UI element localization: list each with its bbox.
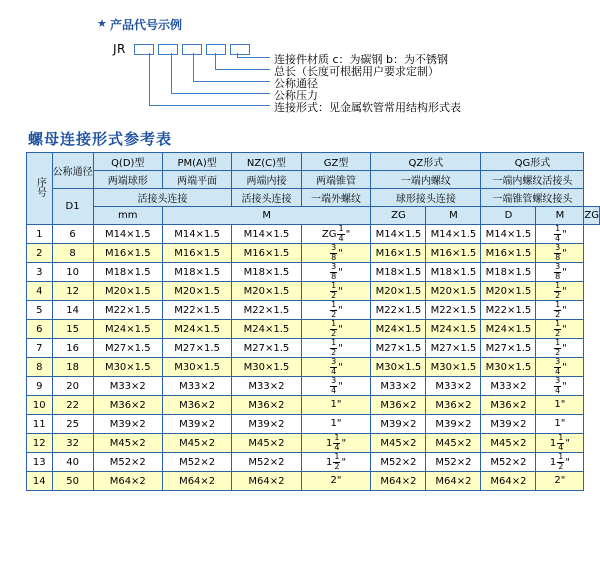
cell-pma-thread: M18×1.5 xyxy=(162,263,231,282)
cell-qd-thread: M39×2 xyxy=(93,415,162,434)
cell-qz-m: M45×2 xyxy=(371,434,426,453)
cell-pma-thread: M16×1.5 xyxy=(162,244,231,263)
cell-nzc-thread: M30×1.5 xyxy=(232,358,301,377)
cell-gz-zg: 2" xyxy=(301,472,371,491)
cell-qz-d: M52×2 xyxy=(426,453,481,472)
cell-qz-d: M27×1.5 xyxy=(426,339,481,358)
table-row xyxy=(27,301,600,320)
legend-item-nominal-pressure: 公称压力 xyxy=(274,89,318,102)
table-row xyxy=(27,396,600,415)
header-pma-desc: 两端平面 xyxy=(162,171,231,189)
cell-qz-m: M16×1.5 xyxy=(371,244,426,263)
header-type-nzc: NZ(C)型 xyxy=(232,153,301,171)
cell-qz-d: M20×1.5 xyxy=(426,282,481,301)
section-title: 螺母连接形式参考表 xyxy=(28,130,173,148)
cell-seq: 10 xyxy=(27,396,53,415)
cell-qg-zg: $\frac{3}{8}$ " xyxy=(536,263,584,282)
table-header xyxy=(27,153,600,225)
code-box xyxy=(134,44,154,55)
cell-qg-zg: 1 $\frac{1}{2}$ " xyxy=(536,453,584,472)
cell-seq: 6 xyxy=(27,320,53,339)
cell-pma-thread: M39×2 xyxy=(162,415,231,434)
cell-nominal-diameter: 50 xyxy=(52,472,93,491)
cell-gz-zg: 1 $\frac{1}{2}$ " xyxy=(301,453,371,472)
cell-qz-d: M45×2 xyxy=(426,434,481,453)
header-unit-mm: mm xyxy=(93,207,162,225)
header-type-qd: Q(D)型 xyxy=(93,153,162,171)
cell-qd-thread: M30×1.5 xyxy=(93,358,162,377)
header-union-connection-2: 活接头连接 xyxy=(232,189,301,207)
cell-nominal-diameter: 10 xyxy=(52,263,93,282)
cell-qz-m: M64×2 xyxy=(371,472,426,491)
cell-qz-d: M36×2 xyxy=(426,396,481,415)
cell-gz-zg: ZG $\frac{1}{4}$ " xyxy=(301,225,371,244)
cell-pma-thread: M52×2 xyxy=(162,453,231,472)
cell-qg-zg: 1 $\frac{1}{4}$ " xyxy=(536,434,584,453)
cell-seq: 7 xyxy=(27,339,53,358)
cell-qz-m: M30×1.5 xyxy=(371,358,426,377)
cell-qd-thread: M18×1.5 xyxy=(93,263,162,282)
cell-seq: 14 xyxy=(27,472,53,491)
cell-gz-zg: $\frac{3}{4}$ " xyxy=(301,358,371,377)
cell-qz-m: M24×1.5 xyxy=(371,320,426,339)
cell-qg-m: M16×1.5 xyxy=(481,244,536,263)
cell-qd-thread: M27×1.5 xyxy=(93,339,162,358)
cell-seq: 12 xyxy=(27,434,53,453)
legend-title: 产品代号示例 xyxy=(110,18,183,32)
cell-qg-m: M27×1.5 xyxy=(481,339,536,358)
header-qd-desc: 两端球形 xyxy=(93,171,162,189)
legend-item-material: 连接件材质 c：为碳钢 b：为不锈钢 xyxy=(274,53,449,66)
header-qz-desc: 一端内螺纹 xyxy=(371,171,481,189)
header-external-thread: 一端外螺纹 xyxy=(301,189,371,207)
cell-qg-zg: 1" xyxy=(536,396,584,415)
cell-qg-zg: $\frac{1}{2}$ " xyxy=(536,301,584,320)
cell-qg-m: M14×1.5 xyxy=(481,225,536,244)
cell-qg-m: M36×2 xyxy=(481,396,536,415)
cell-qz-m: M39×2 xyxy=(371,415,426,434)
cell-nzc-thread: M27×1.5 xyxy=(232,339,301,358)
cell-qg-m: M30×1.5 xyxy=(481,358,536,377)
cell-qg-m: M33×2 xyxy=(481,377,536,396)
cell-qd-thread: M14×1.5 xyxy=(93,225,162,244)
product-code-legend xyxy=(0,0,600,120)
cell-qg-m: M39×2 xyxy=(481,415,536,434)
cell-pma-thread: M45×2 xyxy=(162,434,231,453)
cell-qg-zg: $\frac{3}{4}$ " xyxy=(536,377,584,396)
star-icon: ★ xyxy=(97,17,107,30)
table-row xyxy=(27,434,600,453)
cell-qg-m: M24×1.5 xyxy=(481,320,536,339)
cell-qd-thread: M52×2 xyxy=(93,453,162,472)
header-nzc-desc: 两端内接 xyxy=(232,171,301,189)
header-gz-desc: 两端锥管 xyxy=(301,171,371,189)
cell-nominal-diameter: 32 xyxy=(52,434,93,453)
cell-qz-d: M64×2 xyxy=(426,472,481,491)
cell-gz-zg: 1" xyxy=(301,415,371,434)
table-row xyxy=(27,244,600,263)
header-nominal-diameter: 公称通径 xyxy=(52,153,93,189)
cell-nzc-thread: M24×1.5 xyxy=(232,320,301,339)
leader-line xyxy=(149,105,270,106)
cell-seq: 5 xyxy=(27,301,53,320)
cell-gz-zg: 1" xyxy=(301,396,371,415)
cell-qd-thread: M36×2 xyxy=(93,396,162,415)
cell-gz-zg: $\frac{3}{8}$ " xyxy=(301,263,371,282)
cell-qz-d: M24×1.5 xyxy=(426,320,481,339)
code-box xyxy=(230,44,250,55)
cell-seq: 13 xyxy=(27,453,53,472)
nut-connection-table xyxy=(26,152,600,491)
cell-qd-thread: M20×1.5 xyxy=(93,282,162,301)
cell-qz-m: M22×1.5 xyxy=(371,301,426,320)
cell-qg-zg: $\frac{3}{4}$ " xyxy=(536,358,584,377)
header-unit-m3: M xyxy=(536,207,584,225)
cell-nzc-thread: M52×2 xyxy=(232,453,301,472)
legend-item-connection-form: 连接形式：见金属软管常用结构形式表 xyxy=(274,101,461,114)
cell-qd-thread: M24×1.5 xyxy=(93,320,162,339)
header-row-2 xyxy=(27,171,600,189)
cell-seq: 9 xyxy=(27,377,53,396)
cell-qg-m: M52×2 xyxy=(481,453,536,472)
cell-gz-zg: $\frac{1}{2}$ " xyxy=(301,282,371,301)
cell-nominal-diameter: 14 xyxy=(52,301,93,320)
header-seq: 序号 xyxy=(27,153,53,225)
header-unit-zg: ZG xyxy=(371,207,426,225)
header-unit-d: D xyxy=(481,207,536,225)
legend-item-length: 总长（长度可根据用户要求定制） xyxy=(274,65,439,78)
cell-gz-zg: $\frac{3}{4}$ " xyxy=(301,377,371,396)
cell-nominal-diameter: 12 xyxy=(52,282,93,301)
cell-qg-zg: 1" xyxy=(536,415,584,434)
cell-gz-zg: $\frac{1}{2}$ " xyxy=(301,339,371,358)
header-unit-m: M xyxy=(162,207,370,225)
cell-seq: 4 xyxy=(27,282,53,301)
cell-qz-m: M20×1.5 xyxy=(371,282,426,301)
cell-qg-zg: $\frac{1}{2}$ " xyxy=(536,320,584,339)
cell-nominal-diameter: 25 xyxy=(52,415,93,434)
cell-qz-m: M14×1.5 xyxy=(371,225,426,244)
header-ball-joint-connection: 球形接头连接 xyxy=(371,189,481,207)
cell-nominal-diameter: 16 xyxy=(52,339,93,358)
leader-line xyxy=(171,53,172,93)
cell-nzc-thread: M16×1.5 xyxy=(232,244,301,263)
header-unit-m2: M xyxy=(426,207,481,225)
cell-nzc-thread: M36×2 xyxy=(232,396,301,415)
cell-nominal-diameter: 40 xyxy=(52,453,93,472)
cell-qd-thread: M22×1.5 xyxy=(93,301,162,320)
cell-nzc-thread: M22×1.5 xyxy=(232,301,301,320)
cell-qz-d: M30×1.5 xyxy=(426,358,481,377)
cell-nzc-thread: M20×1.5 xyxy=(232,282,301,301)
cell-seq: 8 xyxy=(27,358,53,377)
cell-qg-zg: $\frac{3}{8}$ " xyxy=(536,244,584,263)
table-row xyxy=(27,358,600,377)
code-box xyxy=(206,44,226,55)
cell-pma-thread: M20×1.5 xyxy=(162,282,231,301)
cell-nzc-thread: M14×1.5 xyxy=(232,225,301,244)
header-d1: D1 xyxy=(52,189,93,225)
cell-qg-m: M18×1.5 xyxy=(481,263,536,282)
header-type-qg: QG形式 xyxy=(481,153,584,171)
table-row xyxy=(27,339,600,358)
cell-nzc-thread: M64×2 xyxy=(232,472,301,491)
cell-gz-zg: $\frac{1}{2}$ " xyxy=(301,320,371,339)
cell-qz-m: M27×1.5 xyxy=(371,339,426,358)
leader-line xyxy=(193,53,194,81)
cell-nzc-thread: M18×1.5 xyxy=(232,263,301,282)
leader-line xyxy=(237,57,270,58)
cell-qg-zg: $\frac{1}{4}$ " xyxy=(536,225,584,244)
header-qg-desc: 一端内螺纹活接头 xyxy=(481,171,584,189)
cell-seq: 1 xyxy=(27,225,53,244)
header-type-pma: PM(A)型 xyxy=(162,153,231,171)
cell-qz-d: M18×1.5 xyxy=(426,263,481,282)
cell-nominal-diameter: 6 xyxy=(52,225,93,244)
cell-qz-d: M22×1.5 xyxy=(426,301,481,320)
table-row xyxy=(27,282,600,301)
cell-pma-thread: M22×1.5 xyxy=(162,301,231,320)
cell-nzc-thread: M33×2 xyxy=(232,377,301,396)
cell-pma-thread: M64×2 xyxy=(162,472,231,491)
cell-qz-d: M33×2 xyxy=(426,377,481,396)
cell-qz-m: M18×1.5 xyxy=(371,263,426,282)
header-type-gz: GZ型 xyxy=(301,153,371,171)
code-box xyxy=(158,44,178,55)
cell-qg-m: M64×2 xyxy=(481,472,536,491)
cell-nominal-diameter: 18 xyxy=(52,358,93,377)
cell-seq: 11 xyxy=(27,415,53,434)
header-taper-thread-joint: 一端锥管螺纹接头 xyxy=(481,189,584,207)
cell-qz-d: M16×1.5 xyxy=(426,244,481,263)
code-box xyxy=(182,44,202,55)
leader-line xyxy=(215,69,270,70)
header-type-qz: QZ形式 xyxy=(371,153,481,171)
table-row xyxy=(27,453,600,472)
header-row-4 xyxy=(27,207,600,225)
cell-nominal-diameter: 8 xyxy=(52,244,93,263)
header-unit-zg2: ZG xyxy=(584,207,600,225)
cell-qg-zg: $\frac{1}{2}$ " xyxy=(536,339,584,358)
table-body xyxy=(27,225,600,491)
cell-qz-d: M14×1.5 xyxy=(426,225,481,244)
cell-gz-zg: $\frac{1}{2}$ " xyxy=(301,301,371,320)
cell-qd-thread: M64×2 xyxy=(93,472,162,491)
cell-nzc-thread: M39×2 xyxy=(232,415,301,434)
leader-line xyxy=(149,53,150,105)
code-prefix: JR xyxy=(113,42,126,56)
cell-pma-thread: M24×1.5 xyxy=(162,320,231,339)
cell-pma-thread: M14×1.5 xyxy=(162,225,231,244)
table-row xyxy=(27,225,600,244)
table-row xyxy=(27,263,600,282)
cell-qd-thread: M33×2 xyxy=(93,377,162,396)
cell-pma-thread: M27×1.5 xyxy=(162,339,231,358)
cell-pma-thread: M33×2 xyxy=(162,377,231,396)
cell-qd-thread: M45×2 xyxy=(93,434,162,453)
header-row-3 xyxy=(27,189,600,207)
cell-gz-zg: 1 $\frac{1}{4}$ " xyxy=(301,434,371,453)
cell-qg-m: M45×2 xyxy=(481,434,536,453)
code-boxes xyxy=(134,44,254,58)
cell-qd-thread: M16×1.5 xyxy=(93,244,162,263)
table-row xyxy=(27,472,600,491)
header-union-connection: 活接头连接 xyxy=(93,189,232,207)
cell-pma-thread: M30×1.5 xyxy=(162,358,231,377)
cell-qz-m: M36×2 xyxy=(371,396,426,415)
cell-qz-m: M52×2 xyxy=(371,453,426,472)
cell-nominal-diameter: 20 xyxy=(52,377,93,396)
reference-table xyxy=(26,152,600,491)
cell-nominal-diameter: 22 xyxy=(52,396,93,415)
leader-line xyxy=(215,53,216,69)
cell-pma-thread: M36×2 xyxy=(162,396,231,415)
table-row xyxy=(27,415,600,434)
cell-nominal-diameter: 15 xyxy=(52,320,93,339)
table-row xyxy=(27,377,600,396)
table-row xyxy=(27,320,600,339)
cell-gz-zg: $\frac{3}{8}$ " xyxy=(301,244,371,263)
leader-line xyxy=(193,81,270,82)
cell-qg-m: M22×1.5 xyxy=(481,301,536,320)
leader-line xyxy=(171,93,270,94)
cell-qz-m: M33×2 xyxy=(371,377,426,396)
cell-qg-zg: $\frac{1}{2}$ " xyxy=(536,282,584,301)
cell-seq: 2 xyxy=(27,244,53,263)
cell-seq: 3 xyxy=(27,263,53,282)
header-row-1 xyxy=(27,153,600,171)
cell-qg-zg: 2" xyxy=(536,472,584,491)
legend-item-nominal-diameter: 公称通径 xyxy=(274,77,318,90)
cell-qz-d: M39×2 xyxy=(426,415,481,434)
cell-qg-m: M20×1.5 xyxy=(481,282,536,301)
cell-nzc-thread: M45×2 xyxy=(232,434,301,453)
